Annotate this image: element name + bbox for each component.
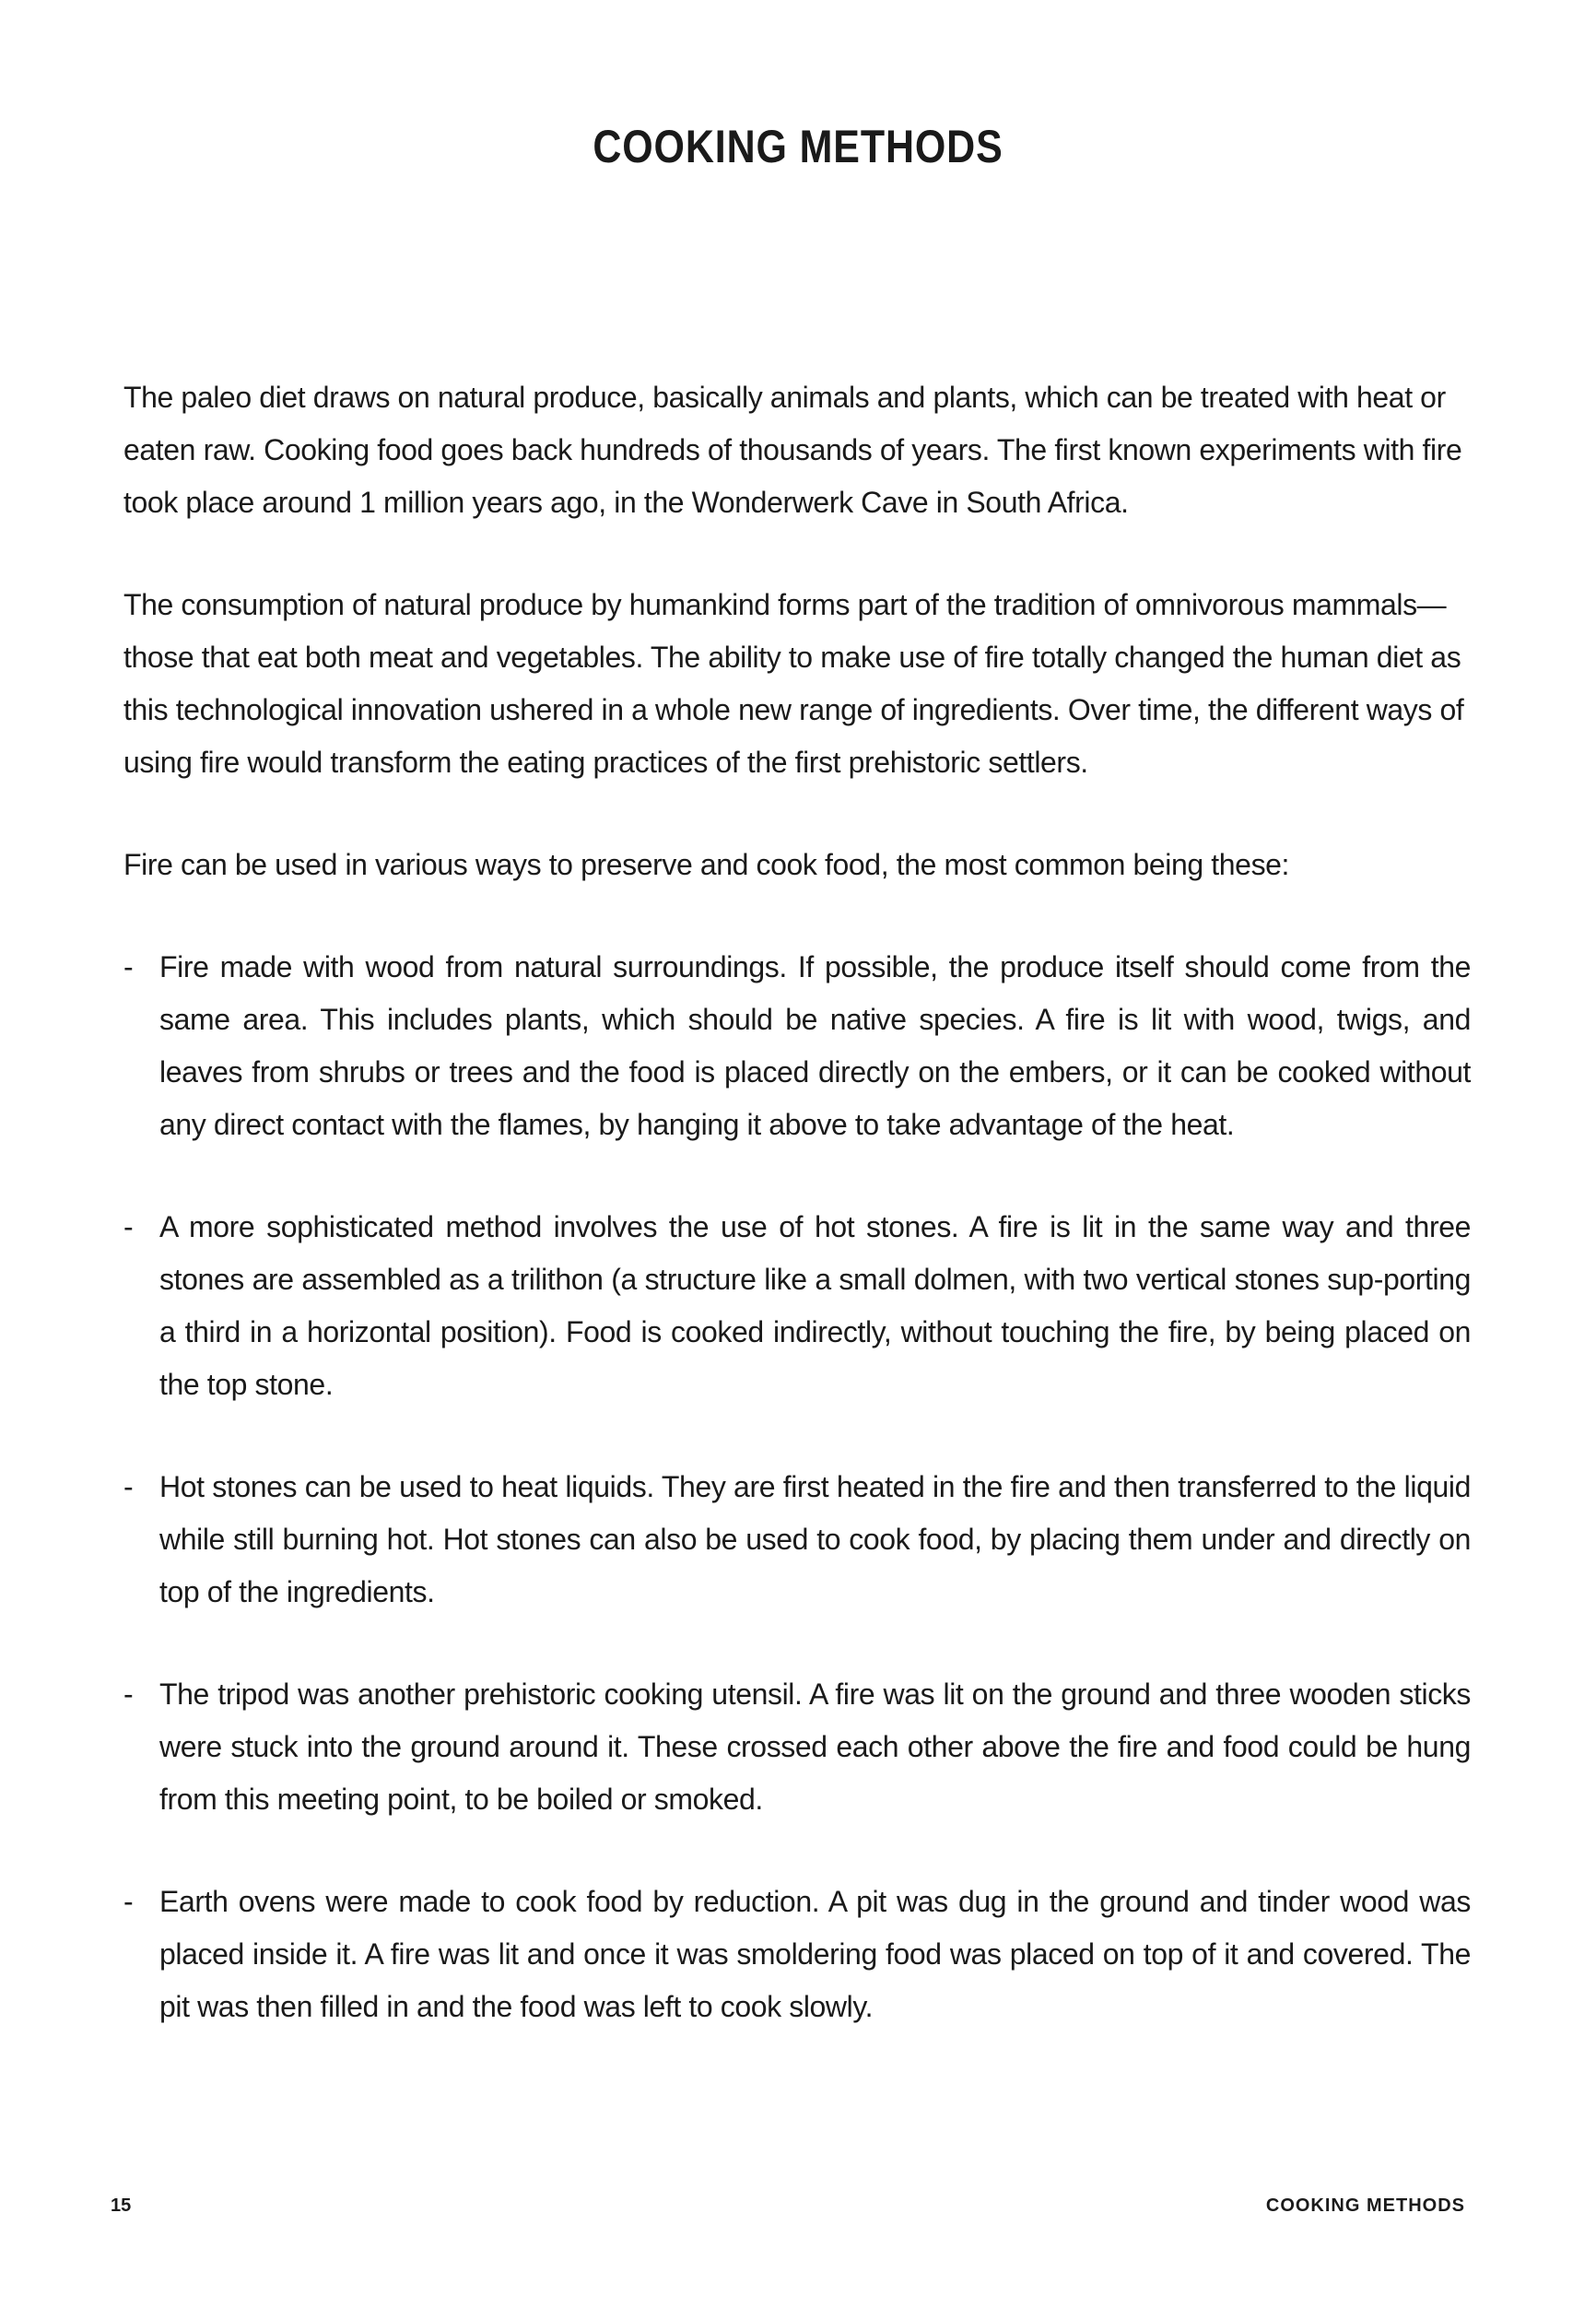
running-title: COOKING METHODS: [1265, 2195, 1465, 2216]
page-number: 15: [111, 2195, 132, 2216]
list-item-hot-stones-liquids: [123, 1461, 1471, 1619]
list-item-text: Earth ovens were made to cook food by reduction. A pit was dug in the ground and tinder wood was placed inside it. A fire was lit and once it was smoldering food was placed on top of it and covered. The pit was then filled in and the food was left to cook slowly.: [159, 1885, 1471, 2023]
list-item-text: Hot stones can be used to heat liquids. They are first heated in the fire and then transferred to the liquid while still burning hot. Hot stones can also be used to cook food, by placing them under and directly on top of the ingredients.: [159, 1470, 1471, 1608]
paragraph-intro: The paleo diet draws on natural produce, basically animals and plants, which can be treated with heat or eaten raw. Cooking food goes back hundreds of thousands of years. The first known experiments with fire took place around 1 million years ago, in the Wonderwerk Cave in South Africa.: [123, 381, 1462, 519]
dash-bullet-icon: -: [123, 1885, 134, 1918]
dash-bullet-icon: -: [123, 1677, 134, 1711]
list-item-wood-fire: [123, 941, 1471, 1151]
dash-bullet-icon: -: [123, 950, 134, 983]
list-item-text: The tripod was another prehistoric cooking utensil. A fire was lit on the ground and three wooden sticks were stuck into the ground around it. These crossed each other above the fire and food could be hung from this meeting point, to be boiled or smoked.: [159, 1677, 1471, 1816]
list-item-hot-stones-trilithon: [123, 1201, 1471, 1411]
paragraph-fire-uses: Fire can be used in various ways to preserve and cook food, the most common being these:: [123, 848, 1290, 881]
dash-bullet-icon: -: [123, 1210, 134, 1243]
cooking-methods-list: [123, 941, 1471, 2033]
list-item-text: Fire made with wood from natural surroundings. If possible, the produce itself should come from the same area. This includes plants, which should be native species. A fire is lit with wood, twigs, and leaves from shrubs or trees and the food is placed directly on the embers, or it can be cooked without any direct contact with the flames, by hanging it above to take advantage of the heat.: [159, 950, 1471, 1141]
list-item-text: A more sophisticated method involves the use of hot stones. A fire is lit in the same way and three stones are assembled as a trilithon (a structure like a small dolmen, with two vertical stones sup-porting a third in a horizontal position). Food is cooked indirectly, without touching the fire, by being placed on the top stone.: [159, 1210, 1471, 1401]
dash-bullet-icon: -: [123, 1470, 134, 1503]
list-item-tripod: [123, 1668, 1471, 1826]
list-item-earth-ovens: [123, 1876, 1471, 2033]
paragraph-omnivorous: The consumption of natural produce by humankind forms part of the tradition of omnivorous mammals—those that eat both meat and vegetables. The ability to make use of fire totally changed the human diet as this technological innovation ushered in a whole new range of ingredients. Over time, the different ways of using fire would transform the eating practices of the first prehistoric settlers.: [123, 588, 1464, 779]
body-text: [123, 371, 1471, 2083]
page-title: COOKING METHODS: [593, 121, 1003, 172]
